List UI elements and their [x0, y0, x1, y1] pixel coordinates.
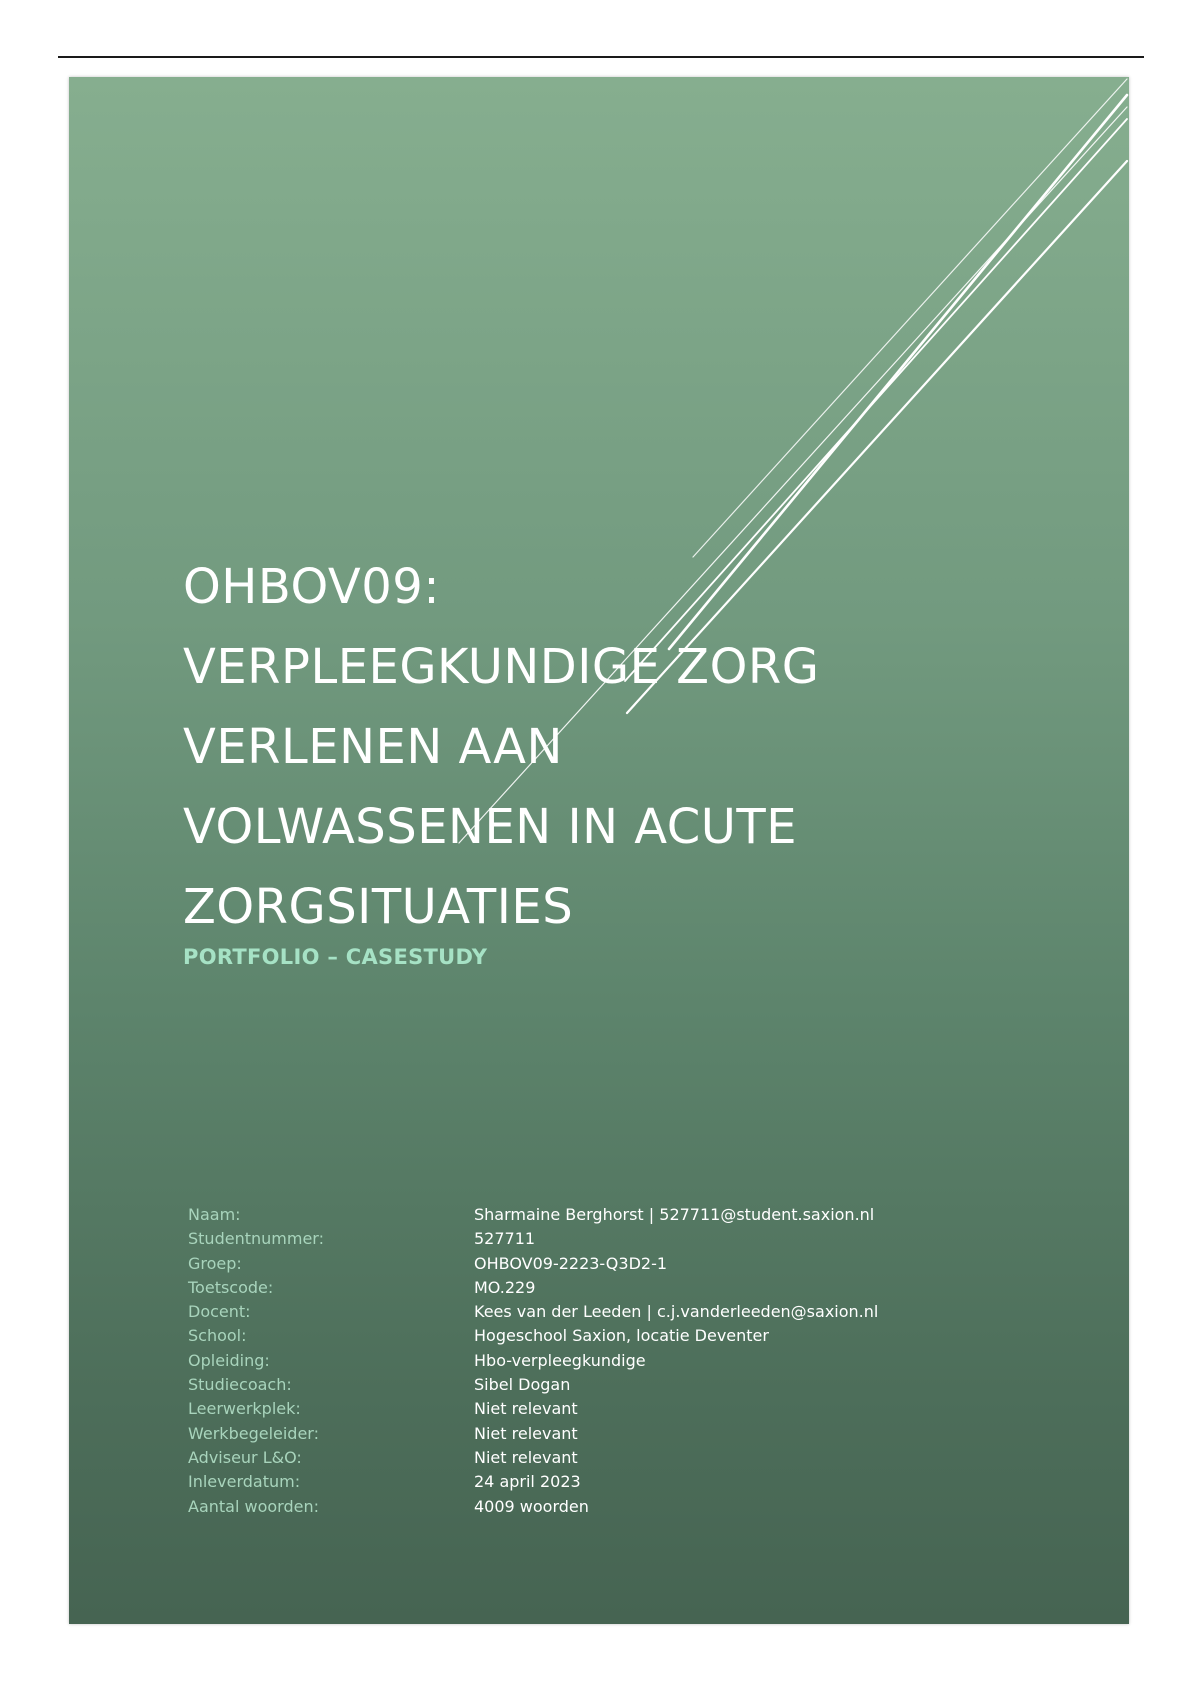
- detail-value: Hbo-verpleegkundige: [474, 1350, 646, 1370]
- detail-value: Niet relevant: [474, 1399, 578, 1419]
- table-row: [188, 1470, 878, 1494]
- detail-value: MO.229: [474, 1277, 536, 1297]
- detail-label: Docent:: [188, 1302, 251, 1322]
- detail-label: Adviseur L&O:: [188, 1447, 302, 1467]
- table-row: [188, 1252, 878, 1276]
- detail-label: Studentnummer:: [188, 1229, 324, 1249]
- detail-label: Aantal woorden:: [188, 1496, 319, 1516]
- detail-label: Werkbegeleider:: [188, 1423, 319, 1443]
- title-line: VERPLEEGKUNDIGE ZORG: [183, 639, 820, 695]
- title-line: VOLWASSENEN IN ACUTE: [183, 799, 798, 855]
- detail-value: Niet relevant: [474, 1447, 578, 1467]
- table-row: [188, 1373, 878, 1397]
- table-row: [188, 1422, 878, 1446]
- detail-value: 527711: [474, 1229, 536, 1249]
- table-row: [188, 1203, 878, 1227]
- detail-value: OHBOV09-2223-Q3D2-1: [474, 1253, 668, 1273]
- decorative-line: [693, 79, 1127, 557]
- cover-page: [69, 77, 1129, 1624]
- detail-label: Studiecoach:: [188, 1375, 292, 1395]
- title-line: ZORGSITUATIES: [183, 879, 574, 935]
- detail-label: Toetscode:: [188, 1277, 274, 1297]
- detail-value: Sibel Dogan: [474, 1375, 571, 1395]
- table-row: [188, 1446, 878, 1470]
- detail-value: Kees van der Leeden | c.j.vanderleeden@saxion.nl: [474, 1302, 879, 1322]
- table-row: [188, 1276, 878, 1300]
- table-row: [188, 1397, 878, 1421]
- header-rule: [58, 56, 1144, 58]
- detail-label: Naam:: [188, 1205, 241, 1224]
- detail-value: 4009 woorden: [474, 1496, 589, 1516]
- detail-label: Leerwerkplek:: [188, 1399, 301, 1419]
- detail-label: School:: [188, 1326, 247, 1346]
- table-row: [188, 1495, 878, 1519]
- title-line: OHBOV09:: [183, 559, 440, 615]
- detail-value: Hogeschool Saxion, locatie Deventer: [474, 1326, 769, 1346]
- table-row: [188, 1300, 878, 1324]
- table-row: [188, 1349, 878, 1373]
- table-row: [188, 1227, 878, 1251]
- document-title: [183, 547, 943, 947]
- title-line: VERLENEN AAN: [183, 719, 563, 775]
- detail-value: Niet relevant: [474, 1423, 578, 1443]
- detail-label: Groep:: [188, 1253, 242, 1273]
- detail-value: 24 april 2023: [474, 1472, 581, 1492]
- document-subtitle: PORTFOLIO – CASESTUDY: [183, 945, 488, 969]
- table-row: [188, 1324, 878, 1348]
- student-details-table: [188, 1203, 878, 1519]
- detail-label: Inleverdatum:: [188, 1472, 301, 1492]
- detail-value: Sharmaine Berghorst | 527711@student.saxion.nl: [474, 1205, 875, 1224]
- detail-label: Opleiding:: [188, 1350, 270, 1370]
